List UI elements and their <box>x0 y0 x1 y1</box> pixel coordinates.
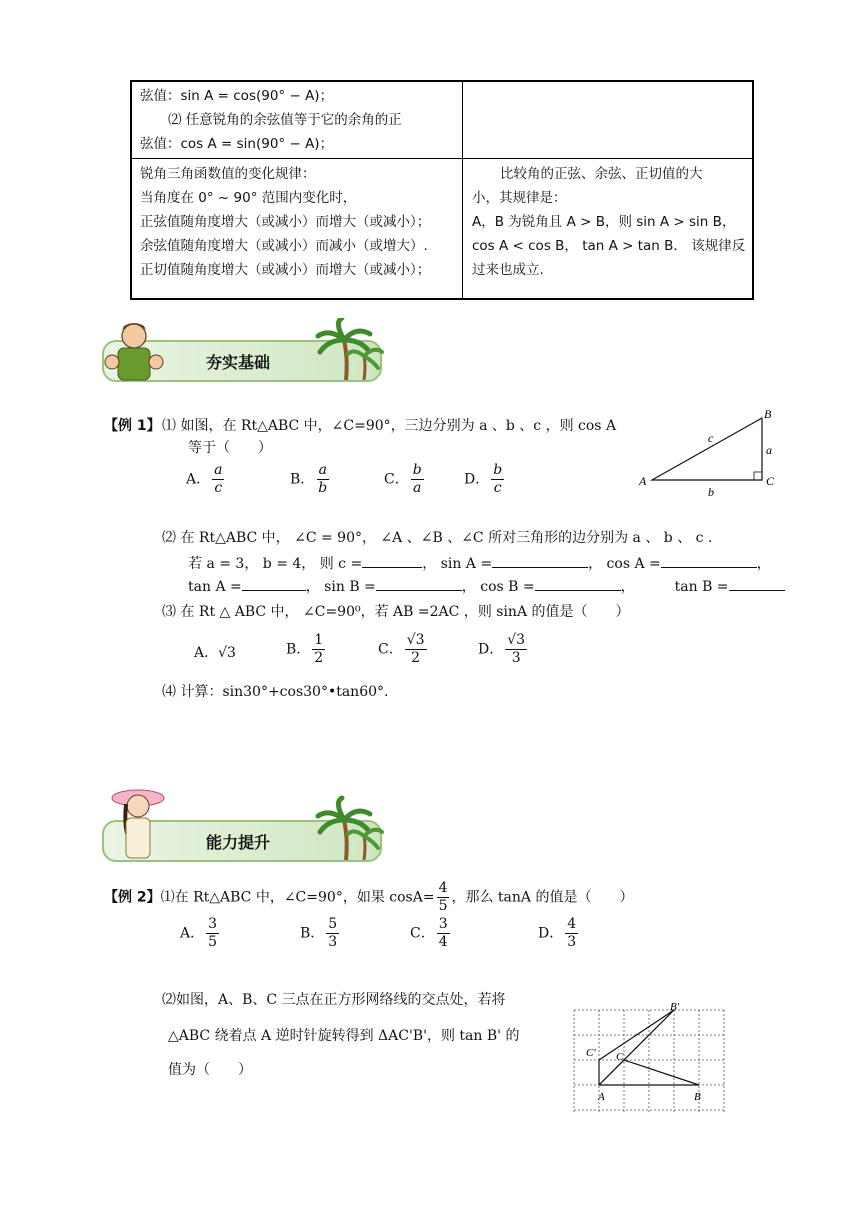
option-b[interactable] <box>290 462 331 497</box>
point-label: C' <box>586 1047 596 1059</box>
side-label: a <box>766 443 772 457</box>
option-label: C． <box>384 471 409 488</box>
option-c[interactable] <box>378 632 429 667</box>
ex1-q3-line1: ⑶ 在 Rt △ ABC 中， ∠C=90⁰，若 AB =2AC ，则 sinA 的值是（ ） <box>162 604 630 620</box>
fraction-denominator: b <box>318 480 328 496</box>
table-text: 正弦值随角度增大（或减小）而增大（或减小）； <box>140 214 431 230</box>
q2-text: ， sin B = <box>305 579 376 595</box>
fraction-numerator: 3 <box>438 916 448 932</box>
option-d[interactable] <box>464 462 506 497</box>
answer-blank[interactable] <box>661 553 757 568</box>
ex2-q2-line1: ⑵如图，A、B、C 三点在正方形网络线的交点处，若将 <box>162 992 506 1008</box>
ex1-q2-line1: ⑵ 在 Rt△ABC 中， ∠C = 90°， ∠A 、∠B 、∠C 所对三角形的边分别为 a 、 b 、 c ． <box>162 530 722 546</box>
banner-title: 夯实基础 <box>206 353 271 372</box>
option-d[interactable] <box>538 916 580 951</box>
table-text: A，B 为锐角且 A > B，则 sin A > sin B， <box>472 214 736 230</box>
ex1-q4: ⑷ 计算：sin30°+cos30°•tan60°. <box>162 684 389 700</box>
fraction-denominator: 4 <box>438 934 448 950</box>
option-label: A． <box>194 645 219 661</box>
table-text: 小，其规律是： <box>472 190 567 206</box>
fraction-denominator: 5 <box>438 898 448 914</box>
q2-text: 若 a = 3， b = 4， 则 c = <box>188 556 363 572</box>
table-cell-r2c1 <box>140 162 430 282</box>
ex2-q1-options <box>180 916 600 958</box>
example-2-tag: 【例 2】 <box>104 889 161 906</box>
fraction-numerator: 5 <box>328 916 338 932</box>
table-cell-r1c1 <box>140 84 402 156</box>
answer-blank[interactable] <box>362 553 422 568</box>
table-text: cos A < cos B， tan A > tan B． 该规律反 <box>472 238 746 254</box>
point-label: C <box>616 1051 624 1063</box>
fraction-denominator: 5 <box>208 934 218 950</box>
ex1-q3-options <box>194 632 534 674</box>
fraction-denominator: 3 <box>328 934 338 950</box>
option-label: B． <box>286 641 311 658</box>
answer-blank[interactable] <box>535 576 621 591</box>
fraction-numerator: 3 <box>208 916 218 932</box>
table-text: 余弦值随角度增大（或减小）而减小（或增大）. <box>140 238 428 254</box>
fraction-numerator: a <box>318 462 327 478</box>
table-text: ⑵ 任意锐角的余弦值等于它的余角的正 <box>168 112 402 128</box>
option-label: A． <box>186 471 211 488</box>
example-1-tag: 【例 1】 <box>104 418 161 434</box>
answer-blank[interactable] <box>492 553 588 568</box>
option-label: D． <box>464 471 490 488</box>
grid-lines <box>574 1010 724 1112</box>
option-label: B． <box>290 471 315 488</box>
table-column-divider <box>462 82 463 298</box>
fraction-denominator: c <box>493 480 502 496</box>
vertex-label: C <box>766 474 775 488</box>
option-a[interactable] <box>180 916 221 951</box>
vertex-label: B <box>764 407 772 421</box>
option-c[interactable] <box>384 462 426 497</box>
q2-text: ， <box>620 579 635 595</box>
triangle-figure <box>636 404 786 500</box>
side-label: c <box>708 431 714 445</box>
fraction-denominator: a <box>413 480 422 496</box>
table-text: 弦值：sin A = cos(90° − A)； <box>140 88 334 104</box>
option-value: √3 <box>218 645 236 661</box>
banner-title: 能力提升 <box>206 833 271 852</box>
ex1-q2-line3 <box>188 576 785 597</box>
q2-text: ， <box>756 556 771 572</box>
fraction-denominator: c <box>214 480 223 496</box>
ex1-q1-line1: ⑴ 如图，在 Rt△ABC 中，∠C=90°，三边分别为 a 、b 、c ，则 cos A <box>162 418 617 434</box>
q2-text: tan A = <box>188 579 242 595</box>
answer-blank[interactable] <box>729 576 785 591</box>
fraction-numerator: √3 <box>406 632 425 648</box>
q2-text: ， cos A = <box>588 556 661 572</box>
ex2-q1-line <box>104 880 633 915</box>
option-label: D． <box>478 641 504 658</box>
summary-table <box>130 80 754 300</box>
section-banner-basics <box>98 318 388 386</box>
option-b[interactable] <box>286 632 327 667</box>
fraction-denominator: 2 <box>314 650 324 666</box>
fraction-numerator: b <box>412 462 422 478</box>
table-text: 过来也成立. <box>472 262 544 278</box>
table-row-divider <box>132 158 752 159</box>
table-text: 正切值随角度增大（或减小）而增大（或减小）； <box>140 262 431 278</box>
option-label: A． <box>180 925 205 942</box>
q-text: ，那么 tanA 的值是（ ） <box>451 889 634 906</box>
side-label: b <box>708 485 714 499</box>
vertex-label: A <box>639 474 647 488</box>
option-label: B． <box>300 925 325 942</box>
option-label: C． <box>410 925 435 942</box>
fraction-numerator: 4 <box>567 916 577 932</box>
q2-text: ， cos B = <box>461 579 535 595</box>
answer-blank[interactable] <box>376 576 462 591</box>
option-d[interactable] <box>478 632 529 667</box>
fraction-numerator: 4 <box>438 880 448 896</box>
q-text: ⑴在 Rt△ABC 中，∠C=90°，如果 cosA= <box>160 889 435 906</box>
fraction-denominator: 2 <box>411 650 421 666</box>
option-c[interactable] <box>410 916 452 951</box>
point-label: A <box>598 1091 605 1103</box>
fraction-numerator: √3 <box>507 632 526 648</box>
table-text: 锐角三角函数值的变化规律： <box>140 166 316 182</box>
ex2-q2-line3: 值为（ ） <box>168 1062 252 1078</box>
ex2-q2-line2: △ABC 绕着点 A 逆时针旋转得到 ΔAC'B'，则 tan B' 的 <box>168 1028 520 1044</box>
q2-text: tan B = <box>674 579 729 595</box>
table-cell-r2c2 <box>472 162 745 282</box>
q2-text: ， sin A = <box>422 556 493 572</box>
point-label: B' <box>670 1001 680 1013</box>
fraction-numerator: a <box>214 462 223 478</box>
fraction-denominator: 3 <box>567 934 577 950</box>
table-text: 比较角的正弦、余弦、正切值的大 <box>500 166 703 182</box>
fraction-numerator: b <box>493 462 503 478</box>
option-label: C． <box>378 641 403 658</box>
grid-rotation-figure <box>566 998 746 1114</box>
option-a[interactable] <box>194 642 236 662</box>
point-label: B <box>694 1091 701 1103</box>
fraction-denominator: 3 <box>511 650 521 666</box>
section-banner-improvement <box>98 798 388 866</box>
table-text: 当角度在 0° ~ 90° 范围内变化时， <box>140 190 357 206</box>
table-text: 弦值：cos A = sin(90° − A)； <box>140 136 334 152</box>
ex1-q1-options <box>186 462 566 502</box>
ex1-q2-line2 <box>188 553 771 574</box>
ex1-q1-line2: 等于（ ） <box>188 440 272 456</box>
answer-blank[interactable] <box>242 576 306 591</box>
option-b[interactable] <box>300 916 341 951</box>
fraction-numerator: 1 <box>314 632 324 648</box>
option-label: D． <box>538 925 564 942</box>
option-a[interactable] <box>186 462 226 497</box>
